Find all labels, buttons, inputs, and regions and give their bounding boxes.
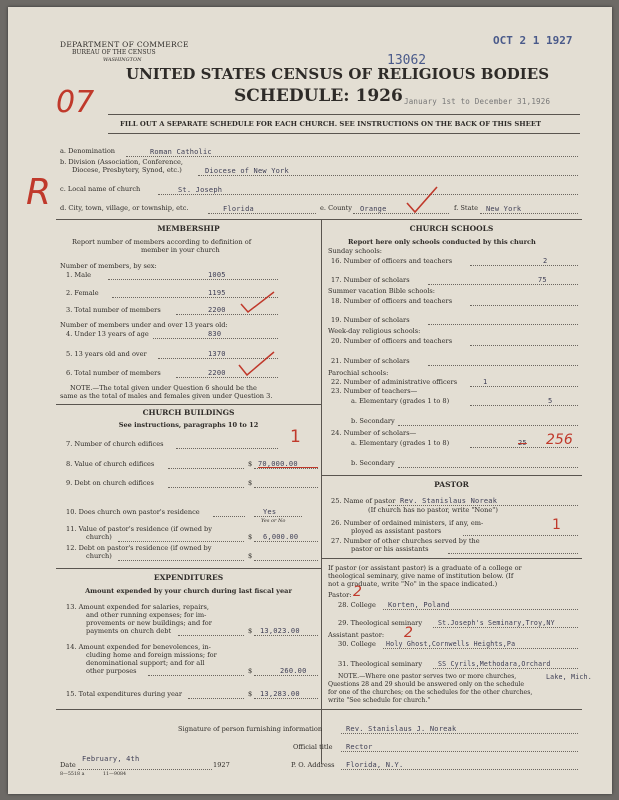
q22-value: 1 [483,378,488,386]
q5-value: 1370 [208,350,226,358]
schedule-period: January 1st to December 31,1926 [404,97,551,106]
division-value: Diocese of New York [205,167,289,175]
q14-dollar: $ [248,667,253,675]
q9-dollar: $ [248,479,253,487]
q25-value: Rev. Stanislaus Noreak [400,497,498,505]
q29-value: St.Joseph's Seminary,Troy,NY [438,619,555,627]
q20-label: 20. Number of officers and teachers [331,337,453,345]
q30-label: 30. College [338,640,376,648]
expenditures-sub: Amount expended by your church during last fiscal year [85,587,292,595]
q19-label: 19. Number of scholars [331,316,410,324]
q15-dollar: $ [248,690,253,698]
q13-label-2: and other running expenses; for im- [86,611,207,619]
membership-intro-1: Report number of members according to definition of [72,238,252,246]
q14-value: 260.00 [280,667,307,675]
state-label: f. State [454,204,479,212]
membership-heading: MEMBERSHIP [157,224,220,233]
q3-check-mark [238,290,278,315]
q18-label: 18. Number of officers and teachers [331,297,453,305]
q1-label: 1. Male [66,271,92,279]
q14-label-4: other purposes [86,667,137,675]
q11-label-2: church) [86,533,112,541]
print-number: 11—9084 [103,772,127,777]
q16-label: 16. Number of officers and teachers [331,257,453,265]
church-buildings-heading: CHURCH BUILDINGS [142,408,235,417]
q13-label-1: 13. Amount expended for salaries, repairs, [66,603,209,611]
q24a-handwritten: 256 [546,432,573,448]
q10-value: Yes [263,508,277,516]
denomination-value: Roman Catholic [150,148,212,156]
file-number-stamp: 13062 [387,53,427,68]
q12-label-1: 12. Debt on pastor's residence (if owned by [66,544,212,552]
q14-label-3: denominational support; and for all [86,659,205,667]
q27-label-1: 27. Number of other churches served by the [331,537,480,545]
membership-intro-2: member in your church [141,246,220,254]
q24-label: 24. Number of scholars— [331,429,417,437]
county-check-mark [403,185,443,215]
official-title-label: Official title [293,743,333,751]
q14-label-2: cluding home and foreign missions; for [86,651,217,659]
q28-label: 28. College [338,601,376,609]
q24a-label: a. Elementary (grades 1 to 8) [351,439,450,447]
po-address-label: P. O. Address [291,761,335,769]
weekday-schools-label: Week-day religious schools: [328,327,421,335]
division-label-1: b. Division (Association, Conference, [60,158,184,166]
q23-label: 23. Number of teachers— [331,387,418,395]
q26-label-2: ployed as assistant pastors [351,527,442,535]
q6-label: 6. Total number of members [66,369,161,377]
q8-value: 70,000.00 [258,460,298,468]
q22-label: 22. Number of administrative officers [331,378,458,386]
q24a-value: 25 [518,439,527,447]
signature-label: Signature of person furnishing information [178,725,323,733]
q30-value: Holy Ghost,Cornwells Heights,Pa [386,640,516,648]
q12-dollar: $ [248,552,253,560]
pastor-note-3: for one of the churches; on the schedules for the other churches, [328,689,533,696]
q11-value: 6,000.00 [263,533,299,541]
expenditures-heading: EXPENDITURES [153,573,224,582]
q13-label-4: payments on church debt [86,627,172,635]
parochial-schools-label: Parochial schools: [328,369,389,377]
q8-label: 8. Value of church edifices [66,460,155,468]
q31-value-continued: Lake, Mich. [546,673,592,681]
q27-label-2: pastor or his assistants [351,545,429,553]
q3-value: 2200 [208,306,226,314]
assistant-pastor-label: Assistant pastor: [328,631,385,639]
q17-label: 17. Number of scholars [331,276,410,284]
pastor-instruction-3: not a graduate, write "No" in the space indicated.) [328,580,498,588]
q15-label: 15. Total expenditures during year [66,690,182,698]
city-label: d. City, town, village, or township, etc. [60,204,189,212]
county-label: e. County [320,204,352,212]
county-value: Orange [360,205,387,213]
state-value: New York [486,205,522,213]
pastor-note-2: Questions 28 and 29 should be answered only on the schedule [328,681,525,688]
form-number: 8—5518 a [60,772,85,777]
signature-value: Rev. Stanislaus J. Noreak [346,725,457,733]
pastor-instruction-2: theological seminary, give name of institution below. (If [328,572,514,580]
handwritten-code: 07 [56,85,95,120]
q13-value: 13,023.00 [260,627,300,635]
local-name-value: St. Joseph [178,186,223,194]
received-date-stamp: OCT 2 1 1927 [493,34,573,47]
official-title-value: Rector [346,743,373,751]
summer-schools-label: Summer vacation Bible schools: [328,287,436,295]
q25-note: (If church has no pastor, write "None") [368,506,498,514]
bureau-name: BUREAU OF THE CENSUS [72,49,156,56]
q23a-value: 5 [548,397,553,405]
church-buildings-sub: See instructions, paragraphs 10 to 12 [118,421,259,429]
q17-value: 75 [538,276,547,284]
city-name: WASHINGTON [103,57,142,63]
instruction-banner: FILL OUT A SEPARATE SCHEDULE FOR EACH CHURCH. SEE INSTRUCTIONS ON THE BACK OF THIS SHEET [120,120,542,128]
q31-label: 31. Theological seminary [338,660,423,668]
q13-dollar: $ [248,627,253,635]
q28-value: Korten, Poland [388,601,450,609]
pastor-note-1: NOTE.—Where one pastor serves two or more churches, [338,673,517,680]
q24b-label: b. Secondary [351,459,395,467]
q14-label-1: 14. Amount expended for benevolences, in- [66,643,211,651]
document-title: UNITED STATES CENSUS OF RELIGIOUS BODIES [126,65,550,83]
denomination-label: a. Denomination [60,147,116,155]
q23b-label: b. Secondary [351,417,395,425]
membership-note-1: NOTE.—The total given under Question 6 should be the [70,384,257,392]
q26-label-1: 26. Number of ordained ministers, if any, em- [331,519,484,527]
q11-dollar: $ [248,533,253,541]
q2-value: 1195 [208,289,226,297]
q7-value: 1 [290,427,301,447]
q21-label: 21. Number of scholars [331,357,410,365]
membership-note-2: same as the total of males and females given under Question 3. [60,392,273,400]
q4-value: 830 [208,330,222,338]
yes-no-caption: Yes or No [261,518,286,524]
pastor-sub-label: Pastor: [328,591,352,599]
q7-label: 7. Number of church edifices [66,440,164,448]
pastor-note-4: write "See schedule for church." [328,697,431,704]
q3-label: 3. Total number of members [66,306,161,314]
q9-label: 9. Debt on church edifices [66,479,154,487]
dept-name: DEPARTMENT OF COMMERCE [60,40,189,49]
q29-label: 29. Theological seminary [338,619,423,627]
q16-value: 2 [543,257,548,265]
church-schools-intro: Report here only schools conducted by this church [348,238,536,246]
members-by-sex-label: Number of members, by sex: [60,262,157,270]
q12-label-2: church) [86,552,112,560]
division-label-2: Diocese, Presbytery, Synod, etc.) [72,166,182,174]
q15-value: 13,283.00 [260,690,300,698]
church-schools-heading: CHURCH SCHOOLS [409,224,494,233]
schedule-title: SCHEDULE: 1926 [234,86,403,106]
pastor-heading: PASTOR [434,480,469,489]
pastor-handwritten-mark: 2 [353,584,362,600]
q4-label: 4. Under 13 years of age [66,330,149,338]
census-schedule-sheet [8,7,612,794]
q13-label-3: provements or new buildings; and for [86,619,212,627]
q31-value: SS Cyrils,Methodara,Orchard [438,660,551,668]
under-over-13-label: Number of members under and over 13 years old: [60,321,228,329]
pastor-instruction-1: If pastor (or assistant pastor) is a graduate of a college or [328,564,522,572]
local-name-label: c. Local name of church [60,185,141,193]
date-year: 1927 [213,761,230,769]
q26-value: 1 [552,517,561,533]
date-label: Date [60,761,76,769]
city-value: Florida [223,205,254,213]
q23a-label: a. Elementary (grades 1 to 8) [351,397,450,405]
q6-check-mark [236,350,278,378]
q8-dollar: $ [248,460,253,468]
q25-label: 25. Name of pastor [331,497,396,505]
assistant-handwritten-mark: 2 [404,625,413,641]
q5-label: 5. 13 years old and over [66,350,147,358]
handwritten-r-mark: R [26,172,52,213]
date-value: February, 4th [82,755,140,763]
sunday-schools-label: Sunday schools: [328,247,382,255]
q2-label: 2. Female [66,289,99,297]
q1-value: 1005 [208,271,226,279]
po-address-value: Florida, N.Y. [346,761,404,769]
q6-value: 2200 [208,369,226,377]
q11-label-1: 11. Value of pastor's residence (if owned by [66,525,212,533]
q10-label: 10. Does church own pastor's residence [66,508,200,516]
